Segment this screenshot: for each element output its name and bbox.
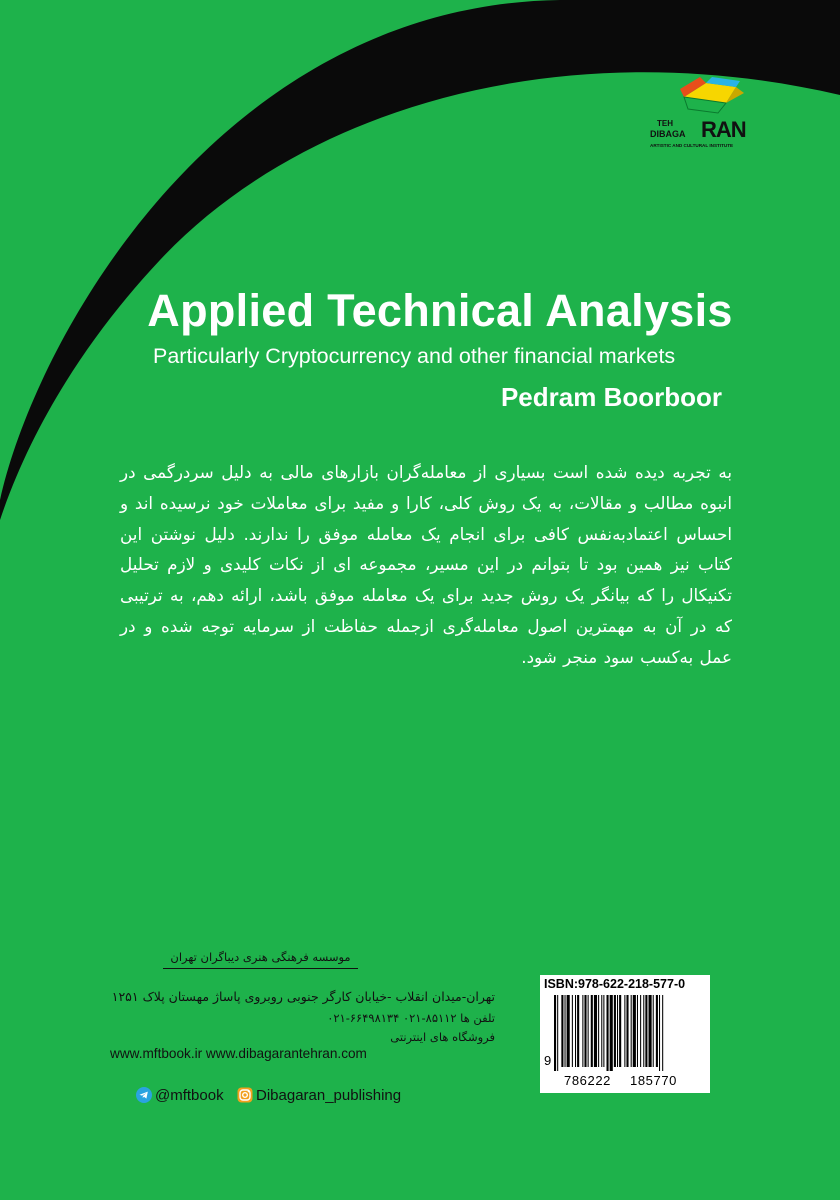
telegram-icon xyxy=(136,1087,152,1103)
book-description: به تجربه دیده شده است بسیاری از معامله‌گران بازارهای مالی به دلیل سردرگمی در انبوه مطالب و مقالات، به یک روش کلی، کارا و مفید برای معاملات خود نرسیده اند و احساس اعتمادبه‌نفس کافی برای انجام یک معامله موفق را ندارند. دلیل نوشتن این کتاب نیز همین بود تا بتوانم در این مسیر، مجموعه ای از نکات کلیدی و لازم تحلیل تکنیکال را که بیانگر یک روش جدید برای یک معامله موفق باشد، ارائه دهم، به ترتیبی که در آن به مهمترین اصول معامله‌گری ازجمله حفاظت از سرمایه توجه شده و در عمل به‌کسب سود منجر شود. xyxy=(120,462,732,667)
logo-tagline: ARTISTIC AND CULTURAL INSTITUTE xyxy=(650,143,734,148)
publisher-phone: تلفن ها ۸۵۱۱۲-۰۲۱ ۶۶۴۹۸۱۳۴-۰۲۱ xyxy=(327,1011,495,1025)
publisher-online-stores-label: فروشگاه های اینترنتی xyxy=(390,1030,495,1044)
barcode-bars xyxy=(554,995,704,1071)
barcode-digits-right: 185770 xyxy=(630,1073,677,1088)
logo-emblem-icon xyxy=(678,75,748,117)
logo-teh-text: TEH xyxy=(657,119,673,128)
book-author: Pedram Boorboor xyxy=(500,382,722,412)
publisher-websites[interactable]: www.mftbook.ir www.dibagarantehran.com xyxy=(110,1046,367,1061)
instagram-handle[interactable] xyxy=(237,1085,401,1105)
book-subtitle: Particularly Cryptocurrency and other financial markets xyxy=(153,344,676,368)
publisher-address: تهران-میدان انقلاب -خیابان کارگر جنوبی روبروی پاساژ مهستان پلاک ۱۲۵۱ xyxy=(111,989,495,1004)
isbn-number: ISBN:978-622-218-577-0 xyxy=(544,977,686,991)
logo-ran-text: RAN xyxy=(701,117,746,142)
barcode-lead-digit: 9 xyxy=(544,1053,552,1068)
book-title: Applied Technical Analysis xyxy=(147,285,733,336)
isbn-barcode xyxy=(540,975,710,1093)
instagram-icon xyxy=(237,1087,253,1103)
publisher-logo xyxy=(650,75,760,165)
publisher-name: موسسه فرهنگی هنری دیباگران تهران xyxy=(163,950,358,969)
logo-dibaga-text: DIBAGA xyxy=(650,129,686,139)
telegram-handle[interactable] xyxy=(136,1085,224,1105)
telegram-handle-text: @mftbook xyxy=(155,1086,224,1104)
instagram-handle-text: Dibagaran_publishing xyxy=(256,1086,402,1104)
barcode-digits-left: 786222 xyxy=(564,1073,611,1088)
